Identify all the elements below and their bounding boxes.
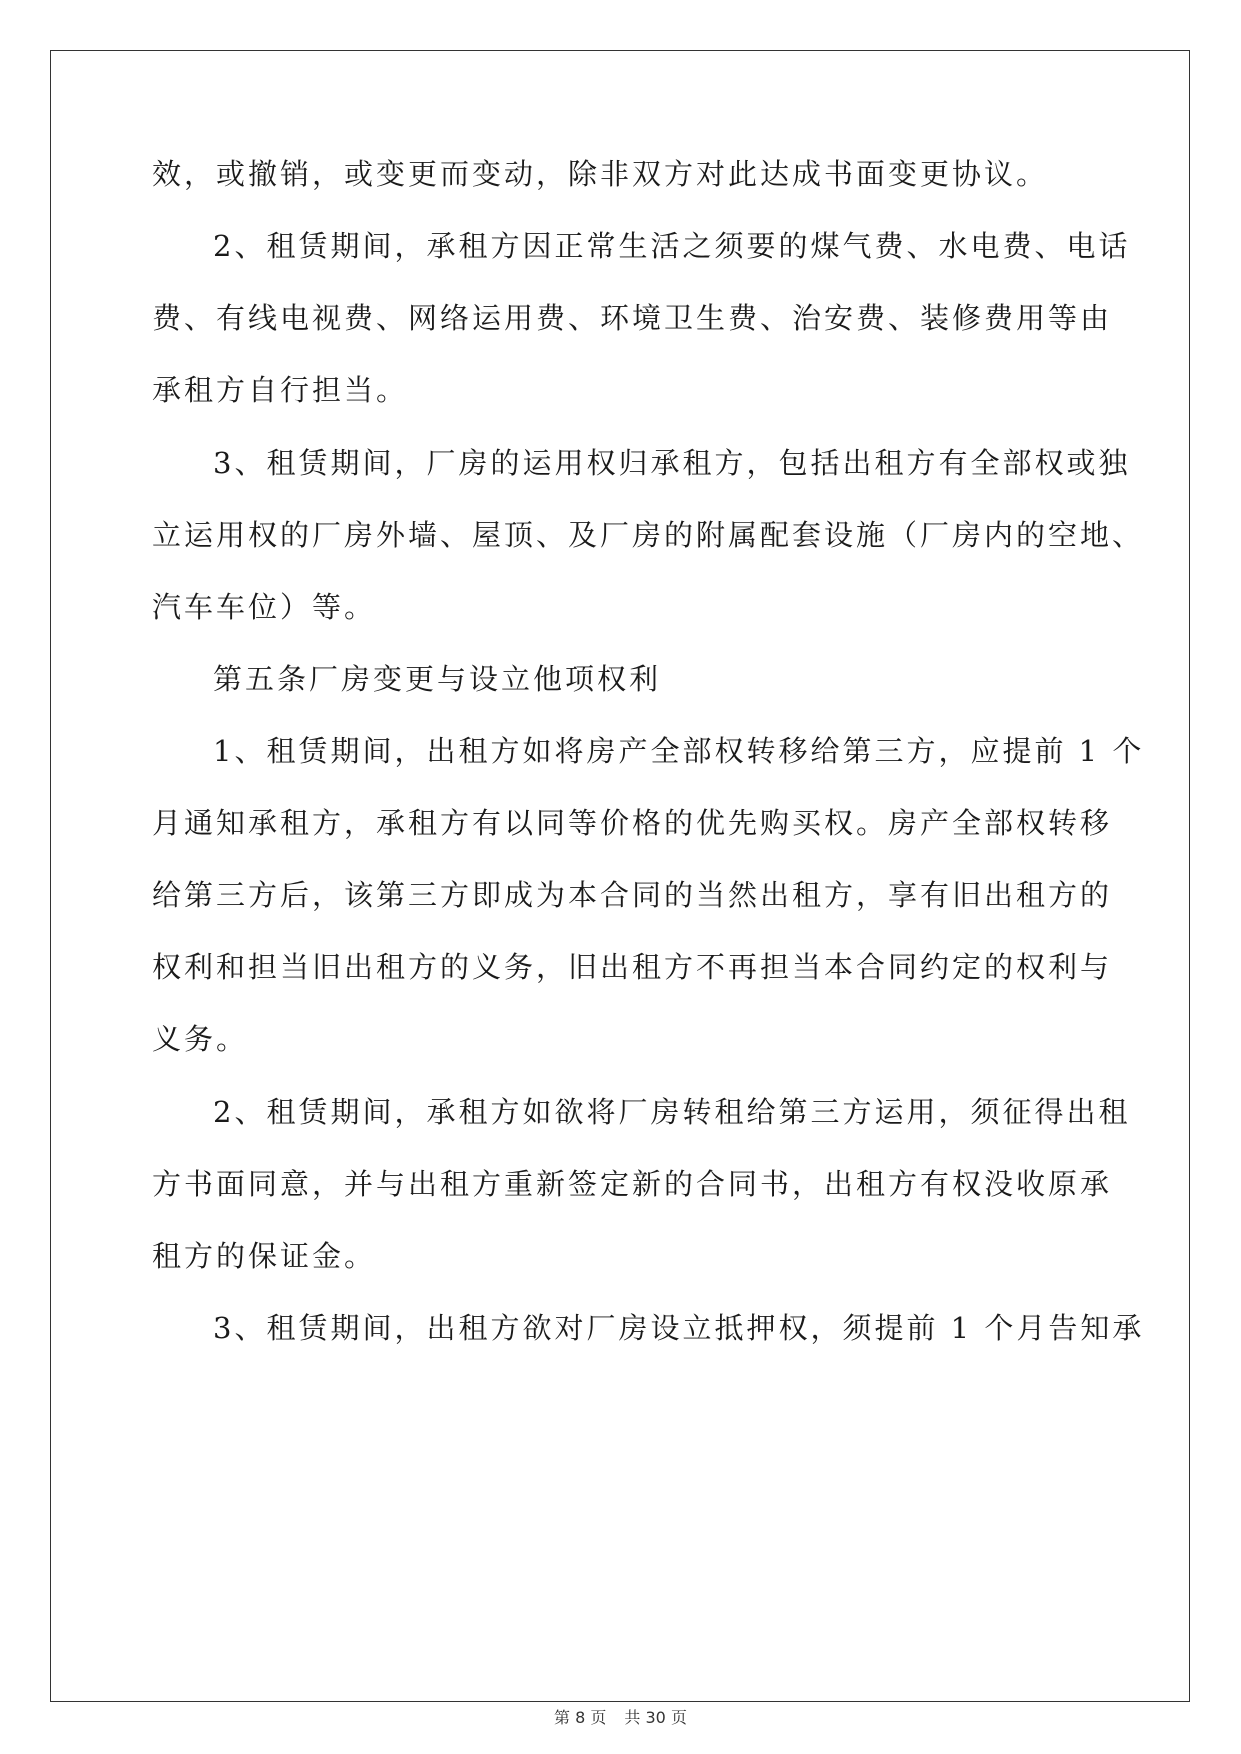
paragraph-first-line: 3、租赁期间，厂房的运用权归承租方，包括出租方有全部权或独 (213, 446, 1131, 480)
text-line: 方书面同意，并与出租方重新签定新的合同书，出租方有权没收原承 (152, 1167, 1113, 1201)
text-line: 费、有线电视费、网络运用费、环境卫生费、治安费、装修费用等由 (152, 301, 1113, 335)
text-line: 给第三方后，该第三方即成为本合同的当然出租方，享有旧出租方的 (152, 878, 1113, 912)
paragraph-first-line: 2、租赁期间，承租方如欲将厂房转租给第三方运用，须征得出租 (213, 1095, 1131, 1129)
text-line: 租方的保证金。 (152, 1239, 377, 1273)
text-line: 立运用权的厂房外墙、屋顶、及厂房的附属配套设施（厂房内的空地、 (152, 518, 1145, 552)
text-line: 效，或撤销，或变更而变动，除非双方对此达成书面变更协议。 (152, 157, 1049, 191)
text-line: 月通知承租方，承租方有以同等价格的优先购买权。房产全部权转移 (152, 806, 1113, 840)
text-line: 义务。 (152, 1022, 249, 1056)
page-footer (0, 1707, 1241, 1729)
section-heading: 第五条厂房变更与设立他项权利 (213, 662, 662, 696)
paragraph-first-line: 2、租赁期间，承租方因正常生活之须要的煤气费、水电费、电话 (213, 229, 1131, 263)
paragraph-first-line: 1、租赁期间，出租方如将房产全部权转移给第三方，应提前 1 个 (213, 734, 1145, 768)
text-line: 汽车车位）等。 (152, 590, 377, 624)
page-number: 第 8 页 (554, 1708, 607, 1727)
text-line: 权利和担当旧出租方的义务，旧出租方不再担当本合同约定的权利与 (152, 950, 1113, 984)
paragraph-first-line: 3、租赁期间，出租方欲对厂房设立抵押权，须提前 1 个月告知承 (213, 1311, 1145, 1345)
text-line: 承租方自行担当。 (152, 373, 409, 407)
page-total: 共 30 页 (624, 1708, 687, 1727)
